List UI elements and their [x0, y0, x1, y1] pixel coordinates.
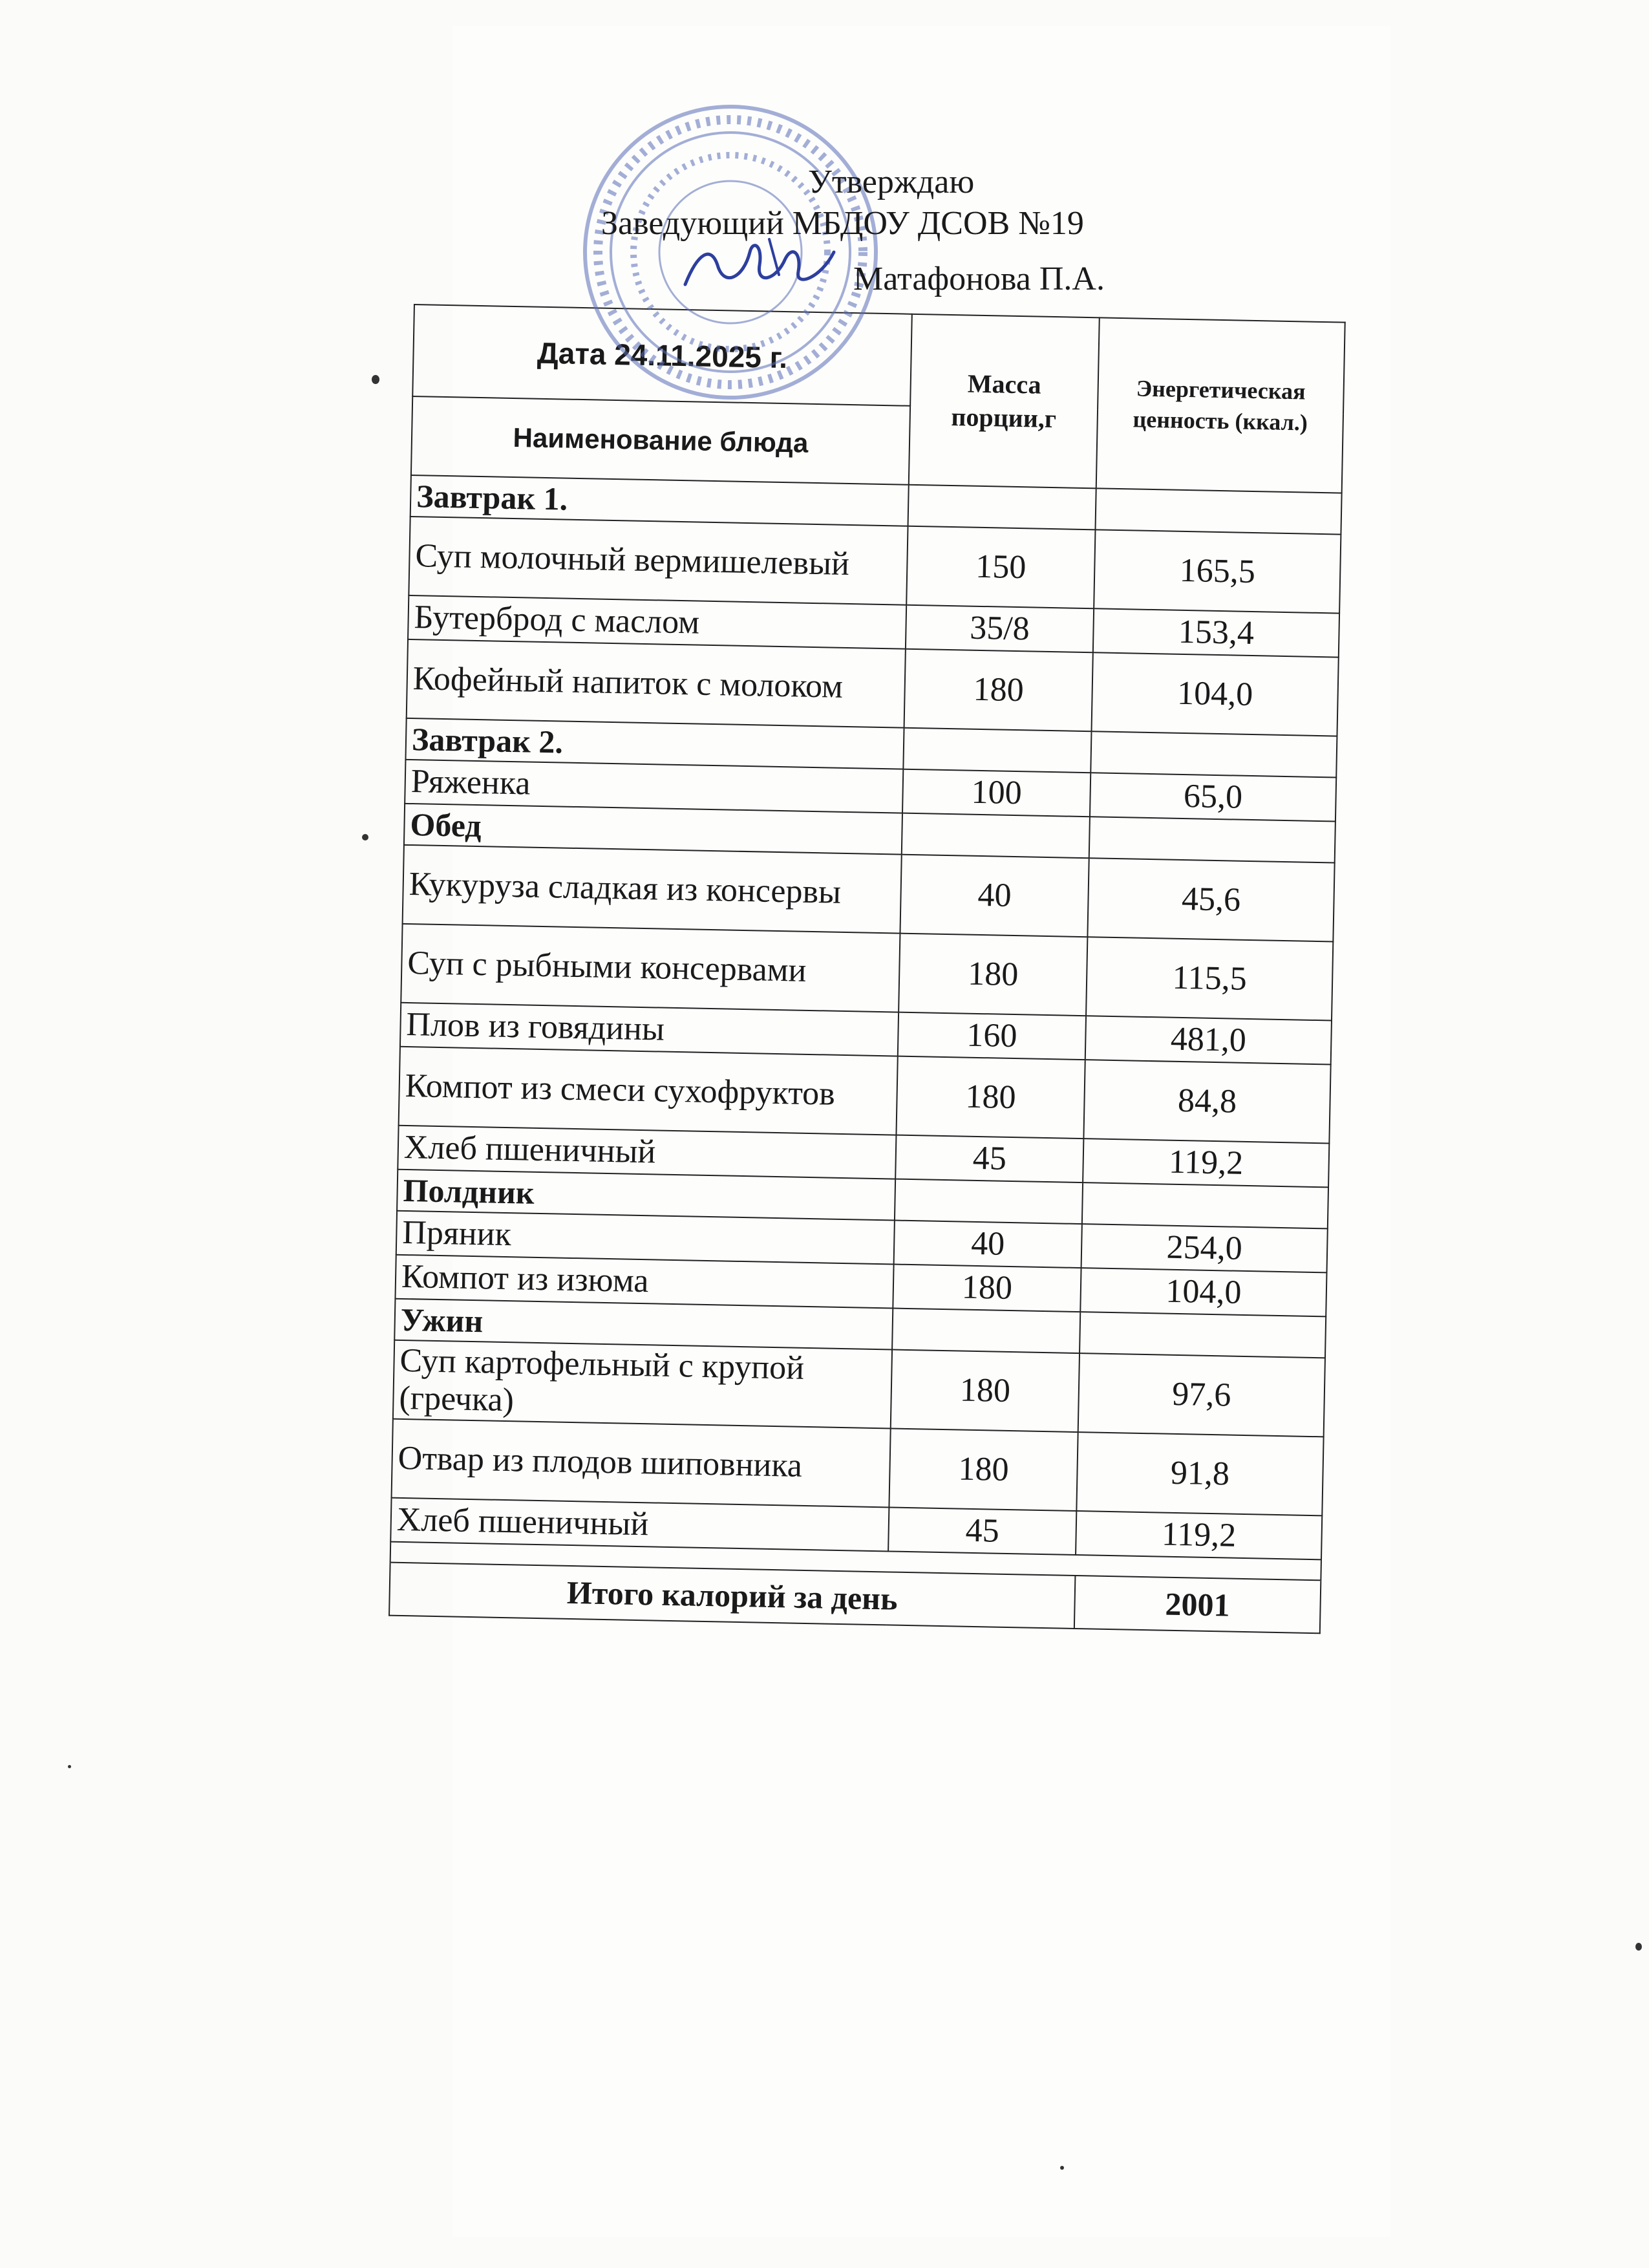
- dish-energy: 91,8: [1076, 1432, 1323, 1515]
- empty-cell: [1095, 488, 1341, 534]
- empty-cell: [895, 1179, 1083, 1225]
- dish-name: Кукуруза сладкая из консервы: [403, 845, 902, 934]
- dish-mass: 180: [893, 1265, 1081, 1312]
- menu-date: Дата 24.11.2025 г.: [412, 305, 912, 406]
- dish-name: Бутерброд с маслом: [408, 595, 906, 649]
- dish-mass: 180: [896, 1056, 1085, 1139]
- dish-mass: 40: [894, 1221, 1082, 1268]
- dish-name: Хлеб пшеничный: [398, 1126, 896, 1179]
- signature-icon: [672, 226, 840, 304]
- scan-speck: [1060, 2166, 1064, 2170]
- dish-name: Суп с рыбными консервами: [401, 924, 900, 1012]
- dish-mass: 180: [891, 1350, 1080, 1433]
- total-value: 2001: [1074, 1576, 1321, 1633]
- dish-name: Суп картофельный с крупой (гречка): [393, 1340, 892, 1429]
- dish-energy: 65,0: [1090, 773, 1336, 821]
- empty-cell: [903, 728, 1091, 773]
- dish-energy: 254,0: [1081, 1224, 1328, 1272]
- empty-cell: [1080, 1312, 1326, 1358]
- section-title: Ужин: [394, 1299, 893, 1350]
- dish-name: Суп молочный вермишелевый: [409, 517, 908, 605]
- dish-name: Отвар из плодов шиповника: [392, 1419, 891, 1508]
- approval-title: Утверждаю: [808, 164, 975, 200]
- approval-person: Матафонова П.А.: [853, 261, 1105, 297]
- dish-energy: 165,5: [1094, 530, 1341, 613]
- dish-mass: 180: [899, 934, 1087, 1016]
- dish-mass: 180: [904, 649, 1093, 732]
- scan-speck: [372, 375, 379, 384]
- section-title: Обед: [404, 804, 902, 855]
- dish-mass: 40: [900, 855, 1089, 937]
- dish-mass: 45: [888, 1507, 1076, 1555]
- empty-cell: [892, 1309, 1080, 1354]
- approval-position: Заведующий МБДОУ ДСОВ №19: [601, 205, 1084, 242]
- dish-name: Плов из говядины: [400, 1003, 899, 1056]
- dish-mass: 150: [906, 526, 1095, 609]
- column-header-name: Наименование блюда: [411, 396, 910, 485]
- total-label: Итого калорий за день: [389, 1563, 1075, 1629]
- scan-speck: [362, 834, 368, 840]
- empty-cell: [902, 813, 1090, 859]
- dish-name: Пряник: [396, 1211, 895, 1265]
- dish-mass: 160: [898, 1012, 1086, 1060]
- menu-table: [388, 304, 1346, 1634]
- empty-cell: [908, 485, 1096, 530]
- dish-energy: 45,6: [1087, 858, 1334, 941]
- dish-mass: 45: [895, 1135, 1083, 1183]
- dish-energy: 104,0: [1080, 1268, 1326, 1316]
- dish-mass: 100: [902, 769, 1090, 817]
- column-header-energy: Энергетическая ценность (ккал.): [1096, 317, 1345, 493]
- section-title: Завтрак 1.: [410, 475, 909, 526]
- scan-speck: [1635, 1943, 1642, 1951]
- section-title: Завтрак 2.: [405, 718, 904, 769]
- dish-energy: 115,5: [1086, 937, 1333, 1020]
- empty-cell: [1090, 731, 1337, 777]
- dish-name: Хлеб пшеничный: [390, 1498, 889, 1552]
- dish-name: Ряженка: [405, 760, 903, 813]
- menu-table-container: [388, 304, 1345, 1634]
- dish-energy: 119,2: [1076, 1511, 1322, 1559]
- dish-energy: 119,2: [1083, 1139, 1329, 1187]
- empty-cell: [1089, 817, 1335, 862]
- dish-energy: 97,6: [1078, 1353, 1325, 1437]
- dish-name: Компот из изюма: [395, 1255, 893, 1309]
- dish-name: Компот из смеси сухофруктов: [399, 1047, 898, 1135]
- scan-speck: [68, 1765, 71, 1768]
- empty-cell: [1082, 1182, 1328, 1228]
- dish-energy: 481,0: [1085, 1016, 1332, 1064]
- column-header-mass: Масса порции,г: [909, 314, 1100, 489]
- dish-mass: 35/8: [906, 605, 1094, 653]
- dish-energy: 84,8: [1083, 1060, 1330, 1143]
- dish-name: Кофейный напиток с молоком: [407, 639, 906, 728]
- dish-energy: 104,0: [1091, 652, 1338, 736]
- section-title: Полдник: [397, 1170, 895, 1221]
- dish-mass: 180: [889, 1428, 1078, 1511]
- dish-energy: 153,4: [1093, 608, 1339, 657]
